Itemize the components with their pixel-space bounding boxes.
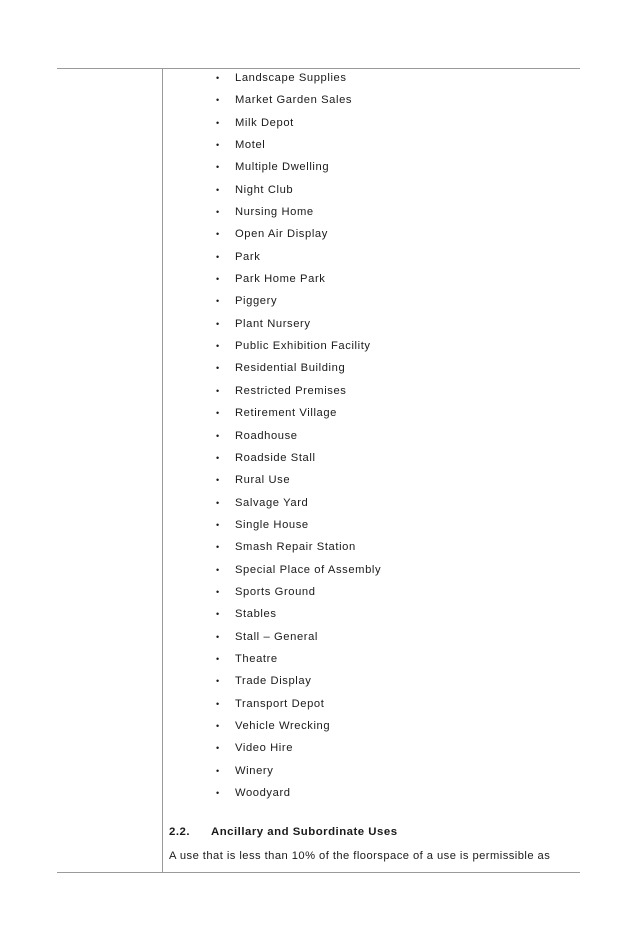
- bullet-icon: •: [216, 609, 220, 620]
- bullet-icon: •: [216, 698, 220, 709]
- list-item: [210, 760, 570, 782]
- list-item-label: Stall – General: [235, 630, 319, 643]
- list-item: [210, 357, 570, 379]
- list-item: [210, 492, 570, 514]
- list-item-label: Woodyard: [235, 787, 291, 799]
- list-item: [210, 89, 570, 111]
- bullet-icon: •: [216, 430, 220, 441]
- list-item-label: Residential Building: [235, 362, 346, 375]
- bullet-icon: •: [216, 519, 220, 530]
- section-number: 2.2.: [169, 826, 190, 838]
- table-bottom-border: [57, 872, 580, 873]
- list-item: [210, 514, 570, 536]
- list-item-label: Roadside Stall: [235, 451, 316, 464]
- bullet-icon: •: [216, 653, 220, 664]
- list-item: [210, 648, 570, 670]
- list-item-label: Open Air Display: [235, 228, 328, 241]
- list-item-label: Park Home Park: [235, 273, 326, 286]
- bullet-icon: •: [216, 207, 220, 218]
- list-item: [210, 581, 570, 603]
- list-item-label: Roadhouse: [235, 429, 298, 442]
- list-item: [210, 693, 570, 715]
- bullet-icon: •: [216, 475, 220, 486]
- list-item: [210, 782, 570, 804]
- bullet-icon: •: [216, 586, 220, 597]
- bullet-icon: •: [216, 452, 220, 463]
- bullet-icon: •: [216, 341, 220, 352]
- bullet-icon: •: [216, 162, 220, 173]
- list-item-label: Park: [235, 250, 261, 263]
- list-item-label: Stables: [235, 608, 277, 621]
- list-item: [210, 335, 570, 357]
- list-item: [210, 290, 570, 312]
- list-item: [210, 156, 570, 178]
- list-item: [210, 223, 570, 245]
- list-item-label: Nursing Home: [235, 206, 314, 219]
- list-item: [210, 670, 570, 692]
- list-item: [210, 425, 570, 447]
- bullet-icon: •: [216, 229, 220, 240]
- bullet-icon: •: [216, 765, 220, 776]
- list-item-label: Milk Depot: [235, 116, 294, 129]
- list-item-label: Trade Display: [235, 675, 312, 688]
- bullet-icon: •: [216, 274, 220, 285]
- bullet-icon: •: [216, 385, 220, 396]
- list-item: [210, 134, 570, 156]
- list-item-label: Rural Use: [235, 474, 291, 487]
- list-item-label: Salvage Yard: [235, 496, 309, 509]
- list-item-label: Special Place of Assembly: [235, 563, 382, 576]
- list-item: [210, 246, 570, 268]
- list-item-label: Video Hire: [235, 742, 294, 755]
- list-item-label: Winery: [235, 764, 274, 777]
- bullet-icon: •: [216, 184, 220, 195]
- list-item: [210, 715, 570, 737]
- list-item-label: Piggery: [235, 295, 278, 308]
- list-item-label: Restricted Premises: [235, 384, 347, 397]
- bullet-icon: •: [216, 408, 220, 419]
- list-item: [210, 313, 570, 335]
- bullet-icon: •: [216, 564, 220, 575]
- list-item-label: Smash Repair Station: [235, 541, 356, 554]
- list-item-label: Market Garden Sales: [235, 94, 353, 107]
- list-item-label: Plant Nursery: [235, 317, 311, 330]
- table-column-divider: [162, 68, 163, 873]
- list-item: [210, 737, 570, 759]
- list-item-label: Retirement Village: [235, 407, 338, 420]
- bullet-icon: •: [216, 251, 220, 262]
- list-item: [210, 380, 570, 402]
- list-item-label: Vehicle Wrecking: [235, 719, 331, 732]
- permitted-uses-list: [210, 67, 570, 804]
- list-item: [210, 268, 570, 290]
- bullet-icon: •: [216, 95, 220, 106]
- list-item-label: Landscape Supplies: [235, 72, 347, 84]
- bullet-icon: •: [216, 73, 220, 83]
- list-item-label: Sports Ground: [235, 585, 316, 598]
- bullet-icon: •: [216, 542, 220, 553]
- bullet-icon: •: [216, 318, 220, 329]
- list-item: [210, 559, 570, 581]
- list-item: [210, 201, 570, 223]
- bullet-icon: •: [216, 117, 220, 128]
- list-item: [210, 626, 570, 648]
- list-item-label: Multiple Dwelling: [235, 161, 330, 174]
- list-item-label: Theatre: [235, 652, 278, 665]
- bullet-icon: •: [216, 720, 220, 731]
- list-item: [210, 447, 570, 469]
- section-heading: [169, 826, 398, 838]
- list-item: [210, 603, 570, 625]
- list-item-label: Transport Depot: [235, 697, 325, 710]
- section-title: Ancillary and Subordinate Uses: [211, 826, 398, 838]
- section-body-text: A use that is less than 10% of the floorspace of a use is permissible as: [169, 850, 551, 862]
- bullet-icon: •: [216, 140, 220, 151]
- list-item: [210, 67, 570, 89]
- bullet-icon: •: [216, 363, 220, 374]
- bullet-icon: •: [216, 676, 220, 687]
- bullet-icon: •: [216, 743, 220, 754]
- list-item: [210, 469, 570, 491]
- list-item-label: Single House: [235, 518, 309, 531]
- bullet-icon: •: [216, 296, 220, 307]
- list-item: [210, 536, 570, 558]
- bullet-icon: •: [216, 788, 220, 798]
- list-item-label: Public Exhibition Facility: [235, 340, 371, 353]
- bullet-icon: •: [216, 497, 220, 508]
- list-item: [210, 402, 570, 424]
- list-item-label: Motel: [235, 139, 266, 152]
- list-item: [210, 179, 570, 201]
- list-item: [210, 112, 570, 134]
- bullet-icon: •: [216, 631, 220, 642]
- list-item-label: Night Club: [235, 183, 294, 196]
